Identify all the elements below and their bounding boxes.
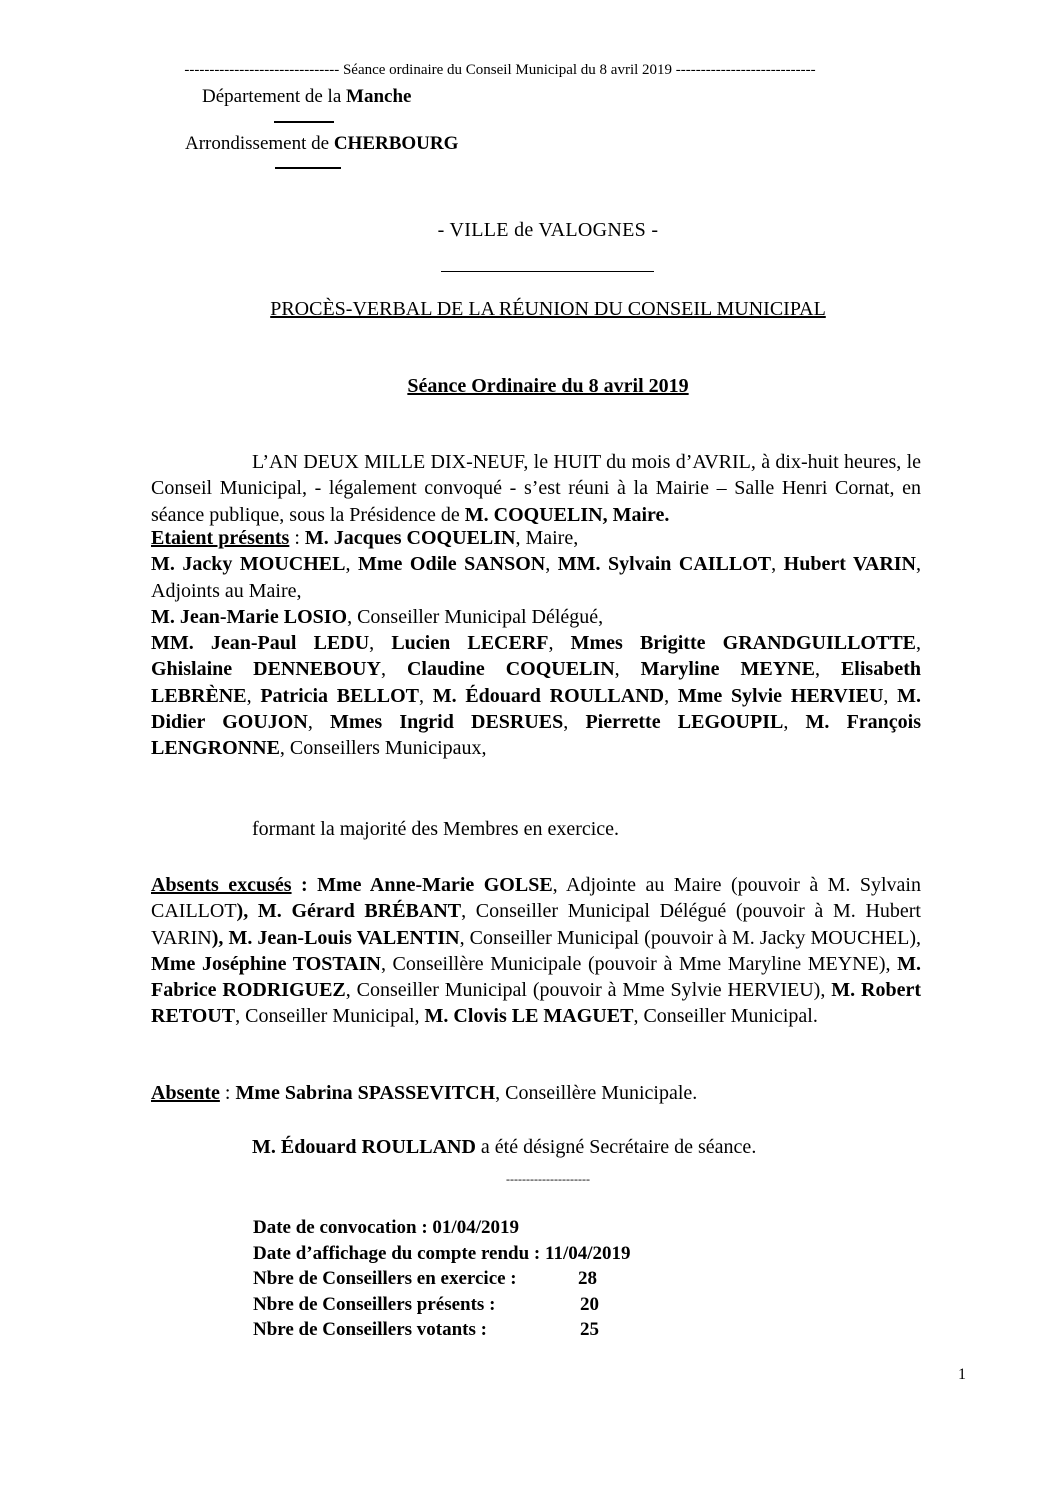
majorite-line <box>151 816 921 842</box>
presents-section <box>151 525 921 762</box>
departement-line <box>202 86 411 108</box>
conseiller-name: Elisabeth LEBRÈNE <box>151 658 921 707</box>
conseiller-name: M. Édouard ROULLAND <box>432 684 665 707</box>
absent-name: M. Robert RETOUT <box>151 979 921 1028</box>
seance-title: Séance Ordinaire du 8 avril 2019 <box>407 375 689 397</box>
absent-detail: , Conseiller Municipal, <box>235 1005 425 1028</box>
stat-row <box>253 1266 631 1292</box>
stat-label: Nbre de Conseillers en exercice : <box>253 1268 517 1289</box>
adjoint-name: Mme Odile SANSON <box>357 553 546 576</box>
departement-prefix: Département de la <box>202 86 347 107</box>
page-number: 1 <box>958 1366 966 1383</box>
separator-comma: , <box>345 553 358 576</box>
conseiller-name: Mmes Brigitte GRANDGUILLOTTE <box>570 632 916 655</box>
adjoints-role: , Adjoints au Maire, <box>151 553 922 602</box>
adjoint-name: M. Jacky MOUCHEL <box>151 553 346 576</box>
stat-value: 25 <box>580 1319 599 1340</box>
stat-row <box>253 1292 631 1318</box>
adjoints-line <box>151 551 921 604</box>
arrondissement-prefix: Arrondissement de <box>185 133 334 154</box>
absente-label: Absente <box>151 1082 220 1104</box>
stat-value: 20 <box>580 1293 599 1315</box>
conseillers-line <box>151 630 921 761</box>
adjoint-name: MM. Sylvain CAILLOT <box>557 553 772 576</box>
separator-comma: , <box>380 658 407 681</box>
departement-name: Manche <box>346 86 412 107</box>
absents-excuses-sep: : <box>291 874 318 896</box>
stat-label: Date de convocation : <box>253 1217 433 1238</box>
absent-detail: , Conseiller Municipal (pouvoir à Mme Sylvie HERVIEU), <box>345 979 832 1002</box>
absent-name: ), M. Gérard BRÉBANT <box>236 900 462 923</box>
conseiller-name: Ghislaine DENNEBOUY <box>151 658 381 681</box>
absent-name: Mme Joséphine TOSTAIN <box>151 952 381 975</box>
adjoint-name: Hubert VARIN <box>783 553 917 576</box>
absent-detail: , Conseillère Municipale (pouvoir à Mme Maryline MEYNE), <box>380 952 898 975</box>
separator-comma: , <box>916 632 921 655</box>
arrondissement-line <box>185 133 458 155</box>
conseiller-name: Maryline MEYNE <box>640 658 815 681</box>
majorite-text: formant la majorité des Membres en exercice. <box>252 818 620 840</box>
absents-excuses-section <box>151 872 921 1030</box>
absent-detail: , Conseiller Municipal (pouvoir à M. Jacky MOUCHEL), <box>459 926 921 949</box>
stats-block <box>253 1215 631 1343</box>
stat-row <box>253 1317 631 1343</box>
absent-name: M. Clovis LE MAGUET <box>424 1005 634 1028</box>
separator-comma: , <box>614 658 641 681</box>
absente-role: , Conseillère Municipale. <box>495 1082 698 1104</box>
intro-paragraph <box>151 449 921 528</box>
stat-label: Date d’affichage du compte rendu : <box>253 1242 546 1264</box>
page-header-line: ------------------------------- Séance ordinaire du Conseil Municipal du 8 avril 2019 ---------------------------- <box>184 62 816 78</box>
conseiller-name: Mme Sylvie HERVIEU <box>677 684 884 707</box>
separator-comma: , <box>771 553 784 576</box>
presents-label: Etaient présents <box>151 527 290 549</box>
absent-name: M. Fabrice RODRIGUEZ <box>151 952 921 1002</box>
separator-comma: , <box>563 711 586 734</box>
secretaire-line <box>151 1134 921 1160</box>
separator-comma: , <box>664 684 678 707</box>
absente-line <box>151 1080 921 1106</box>
intro-text: L’AN DEUX MILLE DIX-NEUF, le HUIT du mois d’AVRIL, à dix-huit heures, le Conseil Municipal, - légalement convoqué - s’est réuni à la Mairie – Salle Henri Cornat, en séance publique, sous la Présidence de <box>151 451 921 526</box>
absents-excuses-label: Absents excusés <box>151 874 292 896</box>
delegue-role: , Conseiller Municipal Délégué, <box>347 605 604 628</box>
intro-president: M. COQUELIN, Maire. <box>464 503 670 526</box>
absent-name: Mme Anne-Marie GOLSE <box>317 874 553 896</box>
separator-comma: , <box>883 684 898 707</box>
absente-sep: : <box>219 1082 236 1104</box>
divider <box>275 167 341 169</box>
separator-comma: , <box>545 553 558 576</box>
absente-name: Mme Sabrina SPASSEVITCH <box>235 1082 496 1104</box>
stat-row <box>253 1215 631 1241</box>
delegue-name: M. Jean-Marie LOSIO <box>151 605 348 628</box>
absent-detail: , Conseiller Municipal. <box>633 1005 818 1028</box>
stat-value: 28 <box>578 1268 597 1289</box>
secretaire-text: a été désigné Secrétaire de séance. <box>475 1136 757 1158</box>
stat-value: 11/04/2019 <box>545 1242 631 1264</box>
divider <box>274 121 334 123</box>
ville-title: - VILLE de VALOGNES - <box>437 219 659 241</box>
separator-comma: , <box>307 711 330 734</box>
document-title: PROCÈS-VERBAL DE LA RÉUNION DU CONSEIL MUNICIPAL <box>270 298 826 320</box>
separator-comma: , <box>548 632 571 655</box>
separator-comma: , <box>419 684 433 707</box>
conseiller-name: M. François LENGRONNE <box>151 711 922 760</box>
maire-name: M. Jacques COQUELIN <box>304 527 516 549</box>
conseiller-name: Patricia BELLOT <box>260 684 420 707</box>
separator-comma: , <box>814 658 841 681</box>
arrondissement-name: CHERBOURG <box>333 133 459 154</box>
conseiller-name: Pierrette LEGOUPIL <box>585 711 784 734</box>
absent-detail: , Conseiller Municipal Délégué (pouvoir à M. Hubert VARIN <box>151 900 921 949</box>
absent-detail: , Adjointe au Maire (pouvoir à M. Sylvain CAILLOT <box>151 874 921 923</box>
conseiller-name: Mmes Ingrid DESRUES <box>330 711 564 734</box>
absent-name: ), M. Jean-Louis VALENTIN <box>211 926 460 949</box>
conseiller-name: MM. Jean-Paul LEDU <box>151 632 370 655</box>
presents-sep: : <box>289 527 305 549</box>
conseiller-name: Lucien LECERF <box>391 632 549 655</box>
secretaire-name: M. Édouard ROULLAND <box>252 1136 476 1158</box>
conseiller-name: Claudine COQUELIN <box>406 658 615 681</box>
delegue-line <box>151 604 921 630</box>
conseillers-role: , Conseillers Municipaux, <box>279 737 487 760</box>
stat-label: Nbre de Conseillers votants : <box>253 1319 487 1340</box>
stat-value: 01/04/2019 <box>432 1217 519 1238</box>
conseiller-name: M. Didier GOUJON <box>151 684 922 734</box>
separator-comma: , <box>246 684 261 707</box>
stat-row <box>253 1241 631 1267</box>
divider <box>441 271 654 272</box>
separator-comma: , <box>783 711 806 734</box>
maire-role: , Maire, <box>515 527 579 549</box>
section-separator: --------------------- <box>506 1172 590 1186</box>
stat-label: Nbre de Conseillers présents : <box>253 1293 496 1315</box>
separator-comma: , <box>369 632 392 655</box>
